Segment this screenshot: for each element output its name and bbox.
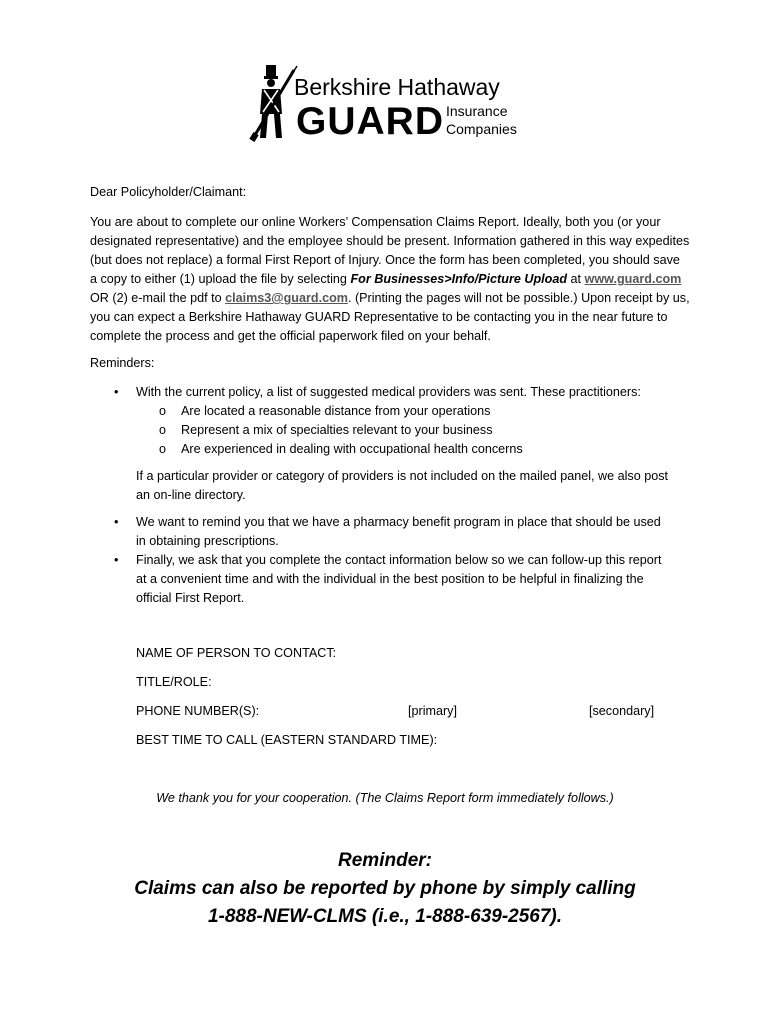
sub-bullet-icon: o: [159, 423, 167, 437]
contact-phone-label: PHONE NUMBER(S):: [136, 704, 260, 718]
intro-text-part2: at: [567, 272, 585, 286]
sub-bullet-icon: o: [159, 404, 167, 418]
logo-companies-text: Companies: [446, 121, 517, 137]
guard-soldier-icon: [248, 62, 298, 144]
reminders-label: Reminders:: [90, 356, 155, 370]
providers-reminder: With the current policy, a list of suggested medical providers was sent. These practitioners:: [136, 385, 641, 399]
list-item: [90, 513, 670, 551]
sub-bullet-icon: o: [159, 442, 167, 456]
logo-brand-text: Berkshire Hathaway: [294, 74, 500, 100]
sub-item-text: Are experienced in dealing with occupational health concerns: [181, 442, 523, 456]
sub-item-text: Represent a mix of specialties relevant to your business: [181, 423, 493, 437]
providers-note: If a particular provider or category of providers is not included on the mailed panel, we also post an on-line directory.: [136, 469, 669, 502]
intro-text-part4: . (Printing the pages will not be possible.) Upon receipt by us, you can expect a Berkshire Hathaway GUARD Representative to be contacting you in the near future to complete the process and get the official paperwork filed on your behalf.: [90, 291, 690, 343]
list-item: [136, 440, 670, 459]
contact-name-label: NAME OF PERSON TO CONTACT:: [136, 646, 337, 660]
thanks-note: We thank you for your cooperation. (The Claims Report form immediately follows.): [156, 791, 614, 805]
salutation: Dear Policyholder/Claimant:: [90, 185, 247, 199]
contact-reminder: Finally, we ask that you complete the contact information below so we can follow-up this report at a convenient time and with the individual in the best position to be helpful in finalizing the official First Report.: [136, 553, 662, 605]
practitioner-list: [136, 402, 670, 459]
contact-title-label: TITLE/ROLE:: [136, 675, 212, 689]
phone-secondary-field[interactable]: [secondary]: [589, 704, 655, 718]
pharmacy-reminder: We want to remind you that we have a pharmacy benefit program in place that should be used in obtaining prescriptions.: [136, 515, 661, 548]
upload-menu-path: For Businesses>Info/Picture Upload: [350, 272, 568, 286]
list-item: [90, 383, 670, 505]
bullet-icon: •: [114, 553, 119, 567]
phone-primary-field[interactable]: [primary]: [408, 704, 457, 718]
intro-text-part3: OR (2) e-mail the pdf to: [90, 291, 226, 305]
logo-wordmark: GUARD: [296, 100, 444, 143]
bullet-icon: •: [114, 385, 119, 399]
claims-email-link[interactable]: claims3@guard.com: [225, 291, 348, 305]
contact-best-time-label: BEST TIME TO CALL (EASTERN STANDARD TIME):: [136, 733, 438, 747]
list-item: [136, 402, 670, 421]
intro-text-part1: You are about to complete our online Workers’ Compensation Claims Report. Ideally, both you (or your designated representative) and the employee should be present. Information gathered in this way expedites (but does not replace) a formal First Report of Injury. Once the form has been completed, you should save a copy to either (1) upload the file by selecting: [90, 215, 690, 286]
reminders-list: [90, 383, 670, 608]
list-item: [90, 551, 670, 608]
bullet-icon: •: [114, 515, 119, 529]
list-item: [136, 421, 670, 440]
reminder-line-1: Claims can also be reported by phone by simply calling: [134, 878, 636, 899]
sub-item-text: Are located a reasonable distance from your operations: [181, 404, 491, 418]
company-logo: [248, 62, 538, 148]
website-link[interactable]: www.guard.com: [584, 272, 682, 286]
reminder-phone-line: 1-888-NEW-CLMS (i.e., 1-888-639-2567).: [207, 906, 563, 927]
intro-paragraph: [90, 213, 690, 346]
logo-insurance-text: Insurance: [446, 103, 508, 119]
reminder-heading: Reminder:: [338, 850, 432, 871]
